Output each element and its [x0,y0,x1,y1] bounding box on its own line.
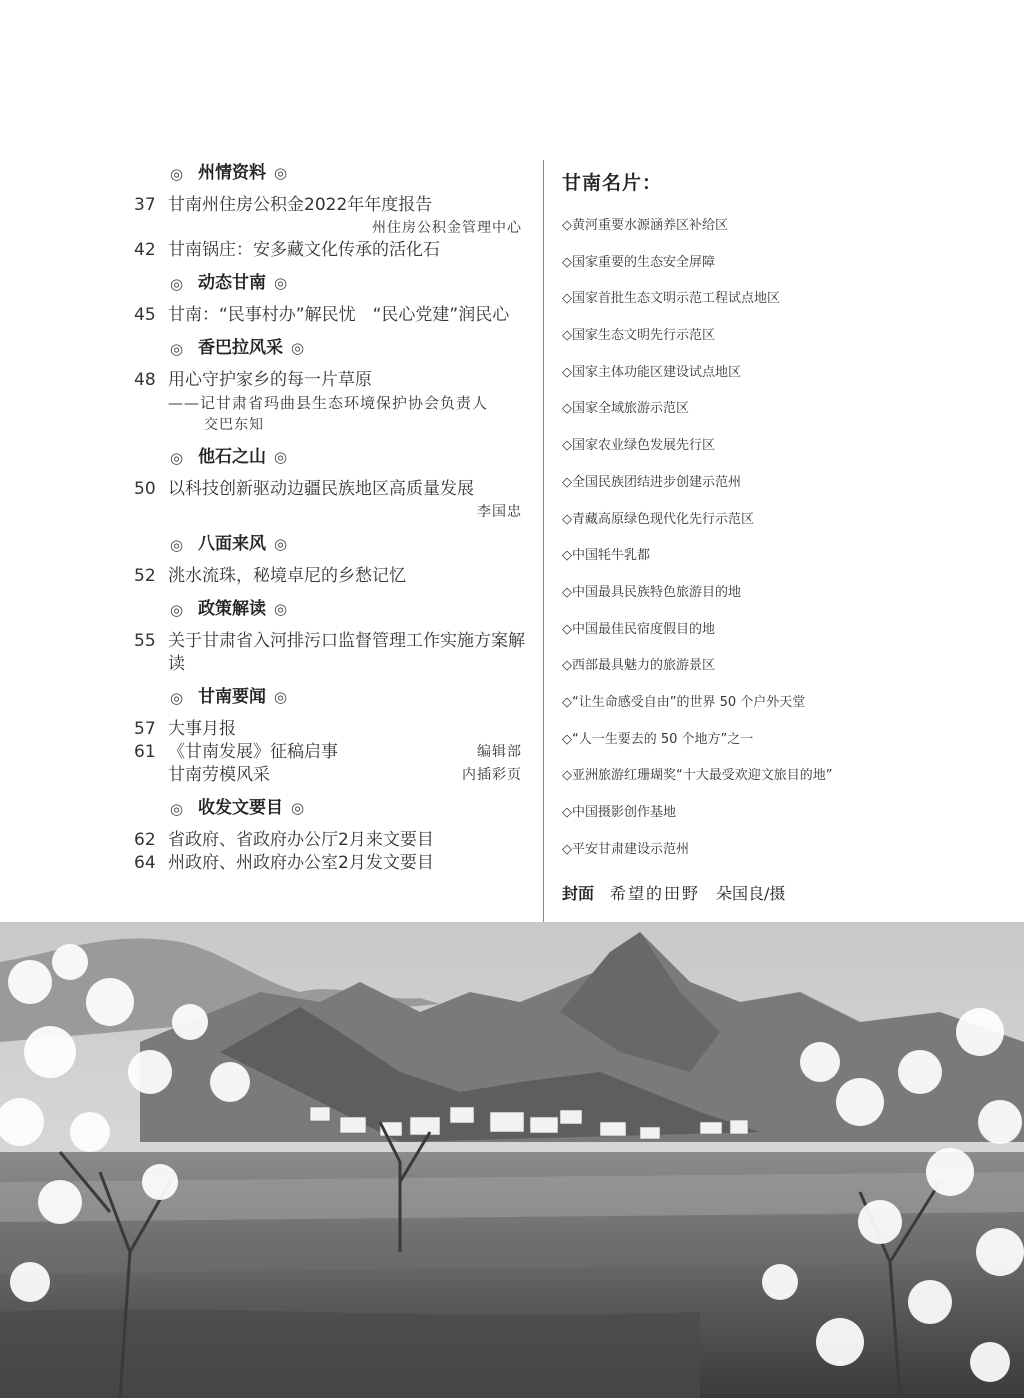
section-mark-icon: ◎ [274,688,288,706]
section-title: 甘南要闻 [198,687,266,707]
toc-entry[interactable] [130,829,530,852]
entry-title: 甘南锅庄：安多藏文化传承的活化石 [168,240,440,260]
column-divider [543,160,544,922]
section-mark-icon: ◎ [170,340,184,358]
cover-credit: 朵国良/摄 [716,884,786,904]
namecard-item: ◇西部最具魅力的旅游景区 [562,658,715,674]
namecard-item: ◇中国最佳民宿度假目的地 [562,621,715,637]
namecard-item: ◇“让生命感受自由”的世界 50 个户外天堂 [562,694,806,710]
section-title: 八面来风 [198,534,266,554]
section-mark-icon: ◎ [291,339,305,357]
section-heading [130,598,530,622]
section-mark-icon: ◎ [274,274,288,292]
entry-title: 州政府、州政府办公室2月发文要目 [168,853,434,873]
entry-title: 洮水流珠，秘境卓尼的乡愁记忆 [168,566,406,586]
toc-entry[interactable] [130,718,530,741]
section-heading [130,337,530,361]
section-mark-icon: ◎ [170,449,184,467]
section-mark-icon: ◎ [170,601,184,619]
section-title: 收发文要目 [198,798,283,818]
page-number: 52 [134,566,156,586]
section-title: 香巴拉风采 [198,338,283,358]
namecard-item: ◇国家全域旅游示范区 [562,401,689,417]
toc-entry[interactable] [130,741,530,764]
section-mark-icon: ◎ [274,600,288,618]
section-title: 政策解读 [198,599,266,619]
section-mark-icon: ◎ [170,275,184,293]
namecard-item: ◇青藏高原绿色现代化先行示范区 [562,511,754,527]
namecard-item: ◇国家首批生态文明示范工程试点地区 [562,291,780,307]
table-of-contents [130,158,530,875]
namecard-item: ◇国家农业绿色发展先行区 [562,438,715,454]
page-number: 50 [134,479,156,499]
section-mark-icon: ◎ [274,448,288,466]
namecard-item: ◇黄河重要水源涵养区补给区 [562,218,728,233]
entry-title: 用心守护家乡的每一片草原 [168,370,372,390]
cover-label: 封面 [562,884,595,904]
toc-entry[interactable] [130,369,530,436]
entry-title: 甘南州住房公积金2022年年度报告 [168,195,433,215]
section-heading [130,797,530,821]
entry-title: 甘南：“民事村办”解民忧 “民心党建”润民心 [168,305,510,325]
entry-author: 李国忠 [477,504,522,520]
entry-title: 大事月报 [168,719,236,739]
entry-title: 关于甘肃省入河排污口监督管理工作实施方案解读 [168,631,525,674]
page-number: 42 [134,240,156,260]
namecard-title: 甘南名片： [562,172,663,194]
namecard-item: ◇国家重要的生态安全屏障 [562,254,715,270]
namecard-panel [562,164,1002,904]
namecard-item: ◇全国民族团结进步创建示范州 [562,474,741,490]
page-number: 45 [134,305,156,325]
section-heading [130,272,530,296]
page-number: 62 [134,830,156,850]
section-mark-icon: ◎ [170,536,184,554]
namecard-item: ◇中国最具民族特色旅游目的地 [562,584,741,600]
namecard-item: ◇中国牦牛乳都 [562,548,650,564]
section-heading [130,533,530,557]
toc-entry[interactable] [130,304,530,327]
page-number: 57 [134,719,156,739]
namecard-list [562,217,1002,877]
toc-entry[interactable] [130,764,530,787]
page-number: 61 [134,742,156,762]
cover-title: 希望的田野 [610,884,701,904]
section-heading [130,162,530,186]
entry-note: 内插彩页 [462,767,522,783]
entry-author: 编辑部 [477,744,522,760]
section-title: 他石之山 [198,447,266,467]
namecard-item: ◇中国摄影创作基地 [562,805,676,820]
section-mark-icon: ◎ [274,164,288,182]
entry-title: 以科技创新驱动边疆民族地区高质量发展 [168,479,474,499]
toc-entry[interactable] [130,565,530,588]
toc-entry[interactable] [130,194,530,239]
page-number: 55 [134,631,156,651]
section-mark-icon: ◎ [170,689,184,707]
namecard-item: ◇亚洲旅游红珊瑚奖“十大最受欢迎文旅目的地” [562,768,833,784]
page-number: 48 [134,370,156,390]
section-title: 动态甘南 [198,273,266,293]
namecard-item: ◇“人一生要去的 50 个地方”之一 [562,731,754,747]
namecard-item: ◇平安甘肃建设示范州 [562,841,689,857]
toc-entry[interactable] [130,852,530,875]
toc-entry[interactable] [130,630,530,676]
entry-title: 《甘南发展》征稿启事 [168,742,338,762]
entry-author: 州住房公积金管理中心 [372,220,522,236]
section-title: 州情资料 [198,163,266,183]
page-number: 37 [134,195,156,215]
namecard-item: ◇国家生态文明先行示范区 [562,328,715,344]
section-mark-icon: ◎ [291,799,305,817]
section-mark-icon: ◎ [274,535,288,553]
entry-title: 省政府、省政府办公厅2月来文要目 [168,830,434,850]
landscape-photo [0,922,1024,1398]
section-heading [130,686,530,710]
toc-entry[interactable] [130,239,530,262]
entry-subtitle: ——记甘肃省玛曲县生态环境保护协会负责人 [168,394,489,412]
section-mark-icon: ◎ [170,800,184,818]
entry-subtitle-person: 交巴东知 [204,417,264,433]
entry-title: 甘南劳模风采 [168,765,270,785]
toc-entry[interactable] [130,478,530,523]
section-mark-icon: ◎ [170,165,184,183]
section-heading [130,446,530,470]
cover-caption [562,881,1002,904]
namecard-item: ◇国家主体功能区建设试点地区 [562,364,741,380]
page-number: 64 [134,853,156,873]
